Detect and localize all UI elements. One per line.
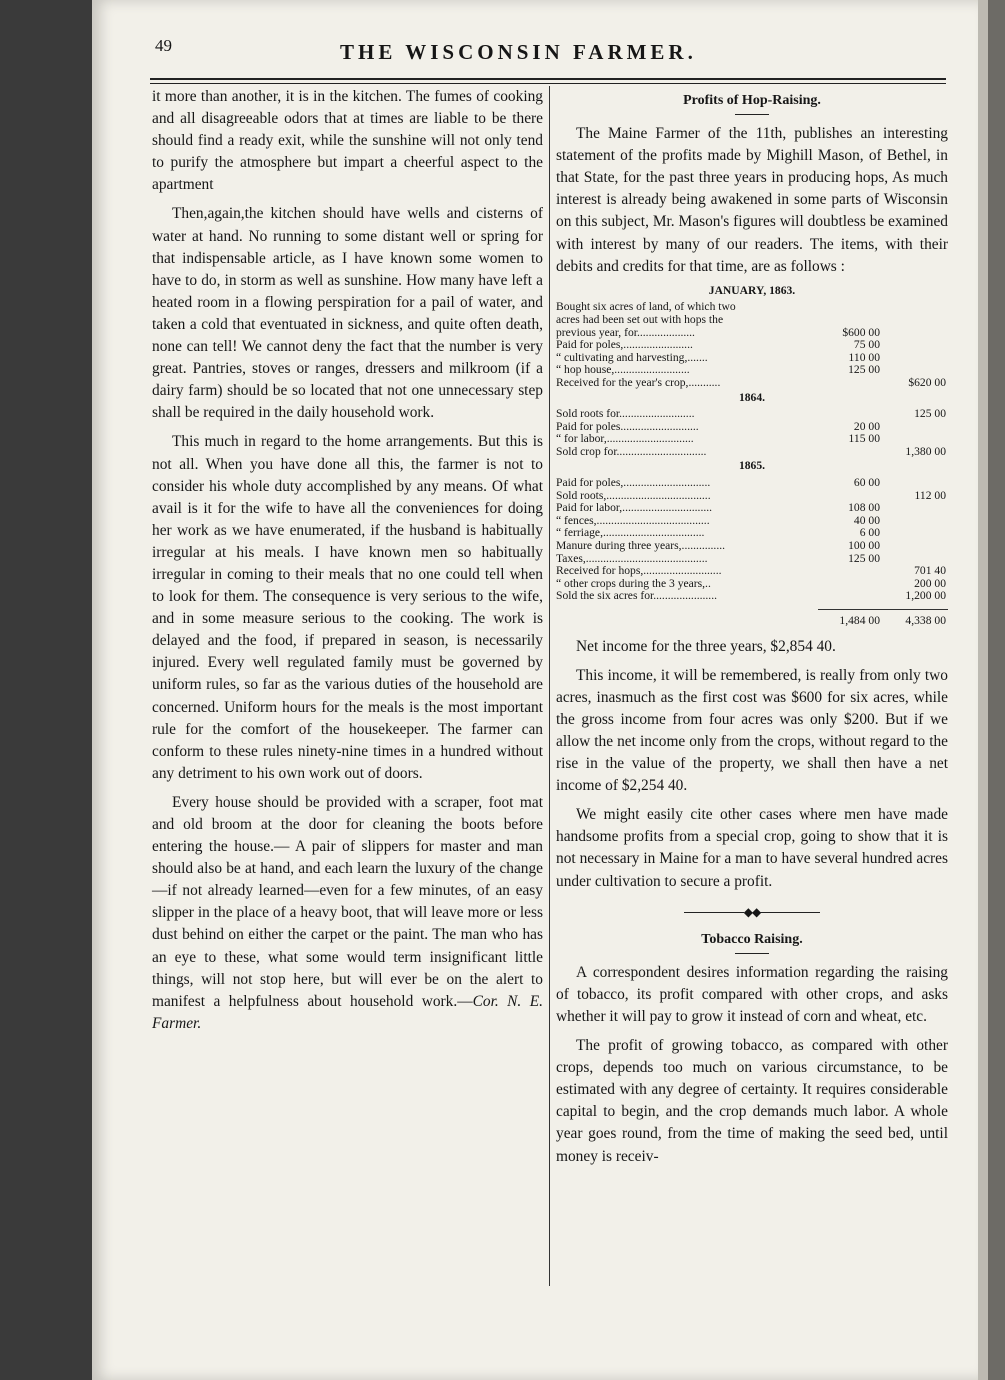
total-debit: 1,484 00 <box>839 614 880 627</box>
row-credit: 1,380 00 <box>905 444 946 458</box>
account-row <box>556 339 948 352</box>
row-credit <box>880 477 946 490</box>
row-debit: 125 00 <box>848 551 880 565</box>
paragraph: Then,again,the kitchen should have wells and cisterns of water at hand. No running to some distant well or spring for that indispensable article, as I have known some women to have to do, in storm as well as sunshine. How many have left a heated room in a flowing perspiration for a pail of water, and taken a cold that eventuated in sickness, and quite often death, none can tell! We cannot deny the fact that the number is very great. Pantries, stoves or ranges, dressers and milkroom (if a dairy farm) should be so located that not one unnecessary step shall be required in the daily household work. <box>152 205 543 422</box>
account-row <box>556 553 948 566</box>
account-row <box>556 515 948 528</box>
row-credit: 701 40 <box>914 564 946 578</box>
account-rows <box>556 408 948 458</box>
row-credit <box>880 502 946 515</box>
row-credit: 112 00 <box>914 488 946 502</box>
row-credit <box>880 327 946 340</box>
paragraph: We might easily cite other cases where men have made handsome profits from a special crop, going to show that it is not necessary in Maine for a man to have several hundred acres under cultivation to secure a profit. <box>556 806 948 890</box>
row-debit: 115 00 <box>848 432 880 446</box>
row-description: previous year, for.................... <box>556 326 695 339</box>
account-year: 1864. <box>738 390 766 404</box>
row-credit <box>880 352 946 365</box>
row-debit: 108 00 <box>848 501 880 515</box>
row-description: Sold roots for.......................... <box>556 408 695 421</box>
row-debit: $600 00 <box>842 325 880 339</box>
section-ornament: ◆◆ <box>556 901 948 923</box>
page-number: 49 <box>155 36 172 55</box>
row-description: “ other crops during the 3 years,.. <box>556 577 711 590</box>
row-credit <box>880 515 946 528</box>
paragraph: The profit of growing tobacco, as compared with other crops, depends too much on various circumstance, to be estimated with any degree of certainty. It requires considerable capital to begin, and the crop demands much labor. A whole year goes round, from the time of making the seed bed, until money is receiv- <box>556 1037 948 1165</box>
row-description: Paid for poles,.............................. <box>556 477 711 490</box>
paragraph: Net income for the three years, $2,854 40. <box>576 637 836 655</box>
row-debit <box>818 314 880 327</box>
account-row <box>556 490 948 503</box>
row-credit <box>880 421 946 434</box>
account-row <box>556 314 948 327</box>
row-credit: 125 00 <box>914 407 946 421</box>
paragraph: This income, it will be remembered, is really from only two acres, inasmuch as the first cost was $600 for six acres, while the gross income from four acres was only $200. But if we allow the net income only from the crops, without regard to the rise in the value of the property, we shall then have a net income of $2,254 40. <box>556 666 948 795</box>
article-intro: The Maine Farmer of the 11th, publishes an interesting statement of the profits made by Mighill Mason, of Bethel, in that State, for the past three years in producing hops, As much interest is already being awakened in some parts of Wisconsin on this subject, Mr. Mason's figures will doubtless be examined with interest by many of our readers. The items, with their debits and credits for that time, are as follows : <box>556 125 948 275</box>
account-rows <box>556 477 948 603</box>
row-credit <box>880 301 946 314</box>
row-credit: $620 00 <box>908 375 946 389</box>
account-row <box>556 301 948 314</box>
account-row <box>556 364 948 377</box>
right-column <box>556 86 948 1175</box>
row-description: Received for the year's crop,........... <box>556 376 721 389</box>
account-row <box>556 565 948 578</box>
account-row <box>556 578 948 591</box>
row-description: Bought six acres of land, of which two <box>556 301 736 314</box>
row-debit <box>818 590 880 603</box>
heading-rule <box>735 114 769 115</box>
account-row <box>556 477 948 490</box>
account-table <box>556 285 948 628</box>
row-credit <box>880 433 946 446</box>
account-row <box>556 352 948 365</box>
heading-rule <box>735 953 769 954</box>
row-description: “ ferriage,................................... <box>556 527 705 540</box>
row-debit <box>818 565 880 578</box>
row-debit <box>818 408 880 421</box>
total-credit: 4,338 00 <box>905 614 946 627</box>
row-debit: 100 00 <box>848 539 880 553</box>
account-year: 1865. <box>738 459 766 473</box>
row-description: Paid for labor,............................... <box>556 502 713 515</box>
row-credit <box>880 314 946 327</box>
paragraph-text: Every house should be provided with a scraper, foot mat and old broom at the door for cleaning the boots before entering the house.— A pair of slippers for master and man should also be at hand, and each learn the luxury of the change—if not already learned—even for a few minutes, of an easy slipper in the place of a heavy boot, that will leave more or less dust behind on either the carpet or the paint. The man who has an eye to these, what some would term insignificant little things, will not stop here, but will ever be on the alert to manifest a helpfulness about household work.— <box>152 793 543 1010</box>
row-debit <box>818 377 880 390</box>
row-description: Manure during three years,............... <box>556 540 726 553</box>
row-description: Paid for poles,........................ <box>556 339 693 352</box>
row-credit: 200 00 <box>914 576 946 590</box>
row-description: acres had been set out with hops the <box>556 313 724 326</box>
article-heading: Profits of Hop-Raising. <box>683 93 821 108</box>
account-row <box>556 327 948 340</box>
account-row <box>556 433 948 446</box>
row-description: Received for hops,........................... <box>556 565 722 578</box>
paragraph-with-signature <box>152 792 543 1035</box>
row-debit <box>818 301 880 314</box>
account-row <box>556 421 948 434</box>
row-debit <box>818 578 880 591</box>
account-row <box>556 377 948 390</box>
account-year: JANUARY, 1863. <box>708 283 796 297</box>
signature: Cor. N. E. Farmer. <box>152 992 543 1032</box>
left-column <box>152 86 543 1042</box>
row-description: “ hop house,.......................... <box>556 364 690 377</box>
account-rows <box>556 301 948 389</box>
row-debit: 125 00 <box>848 363 880 377</box>
account-row <box>556 502 948 515</box>
row-credit <box>880 339 946 352</box>
row-debit: 6 00 <box>859 526 880 540</box>
row-credit <box>880 527 946 540</box>
account-row <box>556 446 948 459</box>
column-divider <box>549 86 550 1286</box>
row-description: Taxes,.......................................... <box>556 552 708 565</box>
account-totals <box>818 609 948 628</box>
paragraph: A correspondent desires information regarding the raising of tobacco, its profit compared with other crops, and asks whether it will pay to grow it instead of corn and wheat, etc. <box>556 963 948 1025</box>
row-credit: 1,200 00 <box>905 589 946 603</box>
row-debit: 40 00 <box>853 513 880 527</box>
account-row <box>556 590 948 603</box>
row-description: Sold crop for............................... <box>556 445 707 458</box>
row-debit: 60 00 <box>853 476 880 490</box>
row-description: Sold the six acres for...................... <box>556 590 718 603</box>
running-head: THE WISCONSIN FARMER. <box>340 40 697 64</box>
account-row <box>556 540 948 553</box>
row-description: Sold roots,.................................... <box>556 489 711 502</box>
account-row <box>556 527 948 540</box>
account-row <box>556 408 948 421</box>
row-description: “ cultivating and harvesting,....... <box>556 351 708 364</box>
header-rule <box>150 78 946 80</box>
row-description: “ fences,....................................... <box>556 514 710 527</box>
header-rule-thin <box>150 83 946 84</box>
row-debit: 110 00 <box>848 350 880 364</box>
paragraph: This much in regard to the home arrangements. But this is not all. When you have done all this, the farmer is not to consider his whole duty accomplished by any means. Of what avail is it for the wife to have all the conveniences for doing her work as we have enumerated, if the husband is habitually irregular at his meals. I have known men so habitually irregular in coming to their meals that no one could tell when to look for them. The consequence is very serious to the wife, and in some measure serious to the cooking. The work is delayed and the food, if prepared in season, is necessarily injured. Every well regulated family must be governed by uniform rules, so far as the various duties of the household are concerned. Uniform hours for the meals is the most important rule for the comfort of the housekeeper. The farmer can conform to these rules ninety-nine times in a hundred without any detriment to his own work out of doors. <box>152 433 543 782</box>
row-credit <box>880 540 946 553</box>
row-description: Paid for poles........................... <box>556 420 699 433</box>
page-edge-shadow <box>988 0 1005 1380</box>
paragraph: it more than another, it is in the kitchen. The fumes of cooking and all disagreeable odors that at times are liable to be there should find a ready exit, while the sunshine will not only tend to purify the atmosphere but impart a cheerful aspect to the apartment <box>152 88 543 194</box>
article-heading: Tobacco Raising. <box>701 931 803 947</box>
row-debit: 20 00 <box>853 419 880 433</box>
row-description: “ for labor,.............................. <box>556 433 694 446</box>
row-debit: 75 00 <box>853 338 880 352</box>
row-debit <box>818 446 880 459</box>
